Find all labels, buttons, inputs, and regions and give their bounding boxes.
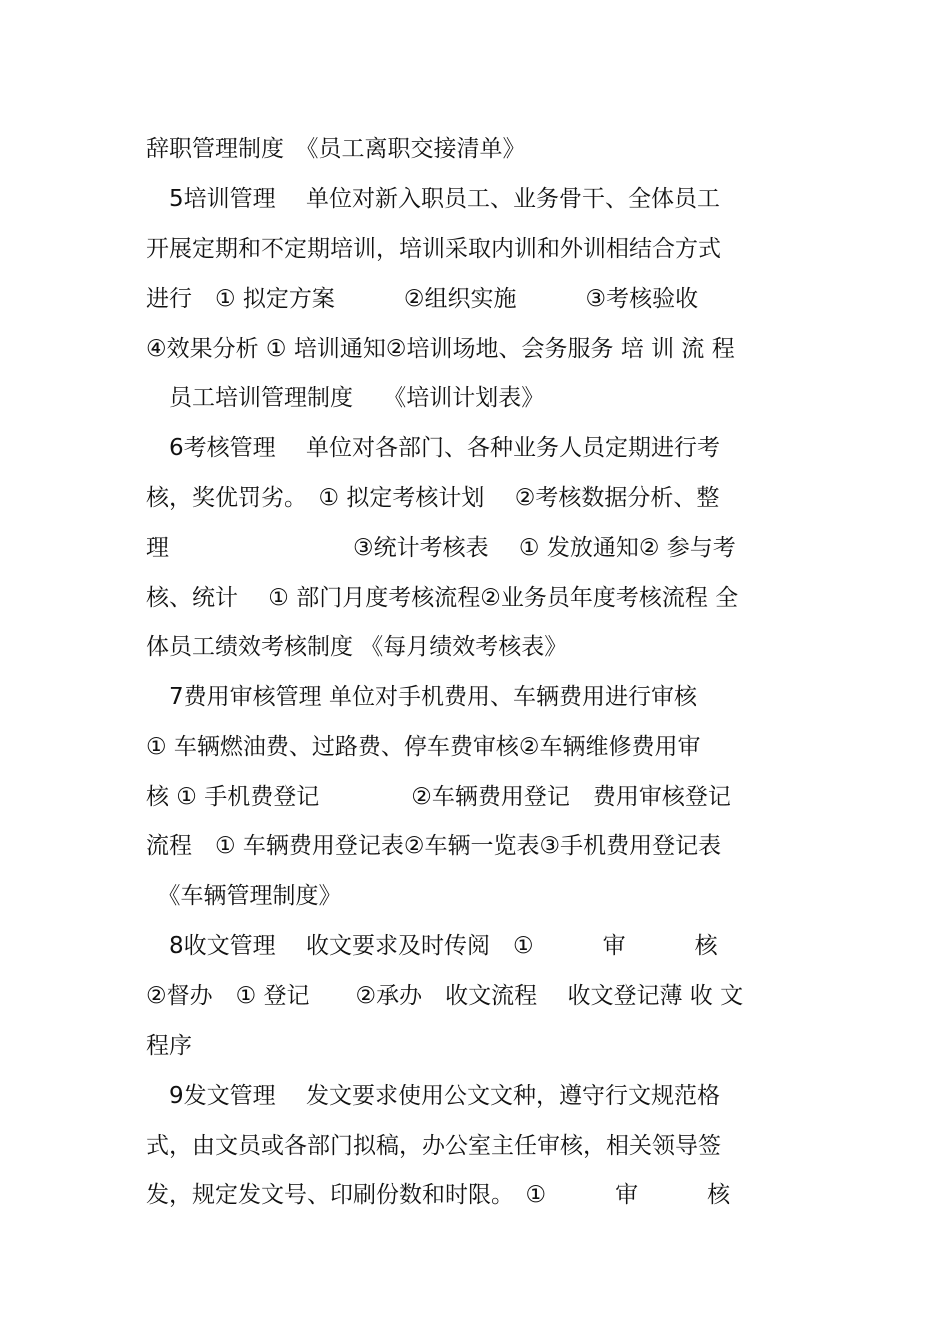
text-line: 进行 ① 拟定方案 ②组织实施 ③考核验收 [146, 286, 699, 312]
text-line: ④效果分析 ① 培训通知②培训场地、会务服务 培 训 流 程 [146, 336, 735, 362]
text-line: 7费用审核管理 单位对手机费用、车辆费用进行审核 [146, 684, 697, 710]
text-line: 开展定期和不定期培训，培训采取内训和外训相结合方式 [146, 236, 721, 262]
text-line: 理 ③统计考核表 ① 发放通知② 参与考 [146, 535, 736, 561]
text-line: 《车辆管理制度》 [146, 883, 342, 909]
text-line: 5培训管理 单位对新入职员工、业务骨干、全体员工 [146, 186, 720, 212]
text-line: 9发文管理 发文要求使用公文文种，遵守行文规范格 [146, 1083, 720, 1109]
text-line: ① 车辆燃油费、过路费、停车费审核②车辆维修费用审 [146, 734, 701, 760]
text-line: ②督办 ① 登记 ②承办 收文流程 收文登记薄 收 文 [146, 983, 744, 1009]
text-line: 核，奖优罚劣。 ① 拟定考核计划 ②考核数据分析、整 [146, 485, 720, 511]
text-line: 流程 ① 车辆费用登记表②车辆一览表③手机费用登记表 [146, 833, 722, 859]
text-line: 核 ① 手机费登记 ②车辆费用登记 费用审核登记 [146, 784, 731, 810]
text-line: 发，规定发文号、印刷份数和时限。 ① 审 核 [146, 1182, 731, 1208]
text-line: 程序 [146, 1033, 192, 1059]
text-line: 8收文管理 收文要求及时传阅 ① 审 核 [146, 933, 718, 959]
text-line: 体员工绩效考核制度 《每月绩效考核表》 [146, 634, 568, 660]
text-line: 辞职管理制度 《员工离职交接清单》 [146, 136, 526, 162]
text-line: 式，由文员或各部门拟稿，办公室主任审核，相关领导签 [146, 1133, 721, 1159]
text-line: 6考核管理 单位对各部门、各种业务人员定期进行考 [146, 435, 720, 461]
text-line: 员工培训管理制度 《培训计划表》 [146, 385, 545, 411]
text-line: 核、统计 ① 部门月度考核流程②业务员年度考核流程 全 [146, 585, 739, 611]
